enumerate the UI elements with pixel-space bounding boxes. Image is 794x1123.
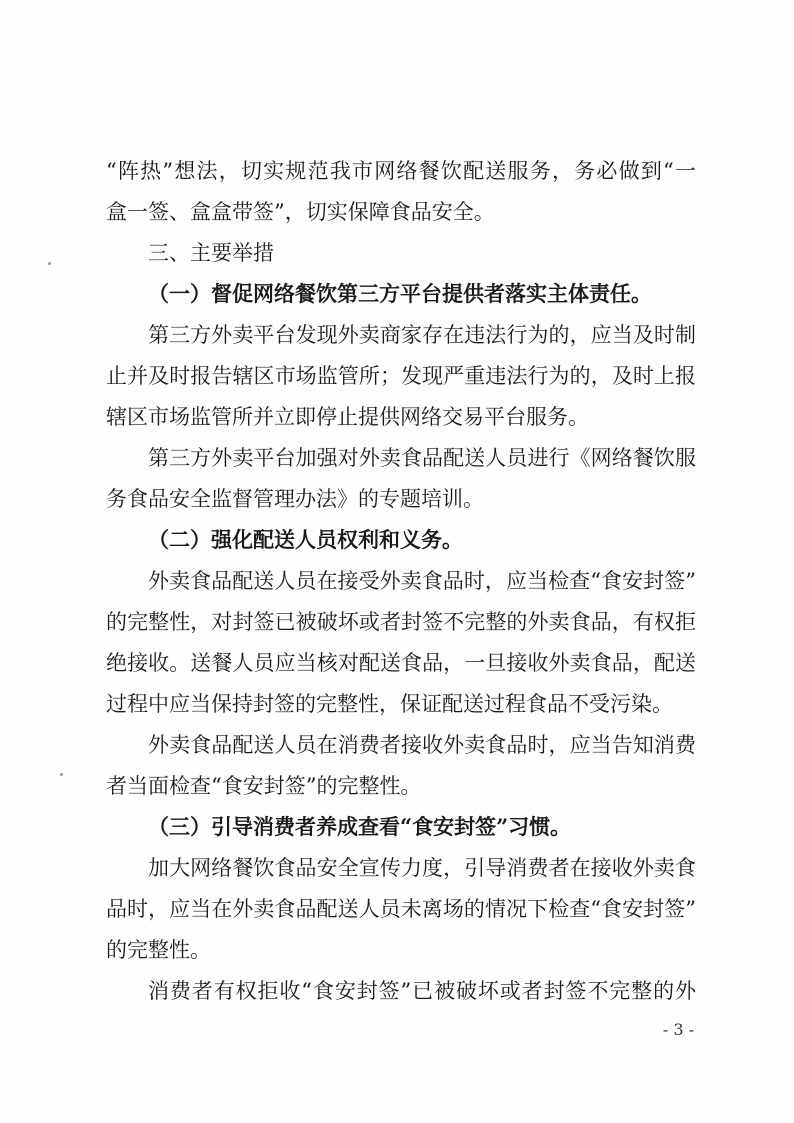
page-number: - 3 - <box>662 1020 694 1039</box>
paragraph-line: 止并及时报告辖区市场监管所；发现严重违法行为的，及时上报 <box>106 364 696 388</box>
subsection-heading: （二）强化配送人员权利和义务。 <box>148 527 463 552</box>
paragraph-line: 消费者有权拒收“食安封签”已被破坏或者封签不完整的外 <box>148 979 696 1003</box>
paragraph-line: 务食品安全监督管理办法》的专题培训。 <box>106 487 484 511</box>
paragraph-line: 外卖食品配送人员在接受外卖食品时，应当检查“食安封签” <box>148 569 696 593</box>
paragraph-line: 绝接收。送餐人员应当核对配送食品，一旦接收外卖食品，配送 <box>106 651 696 675</box>
paragraph-line: 过程中应当保持封签的完整性，保证配送过程食品不受污染。 <box>106 692 673 716</box>
paragraph-line: 第三方外卖平台发现外卖商家存在违法行为的，应当及时制 <box>148 323 696 347</box>
section-heading: 三、主要举措 <box>148 241 274 265</box>
subsection-heading: （三）引导消费者养成查看“食安封签”习惯。 <box>148 814 572 839</box>
paragraph-line: 盒一签、盒盒带签”，切实保障食品安全。 <box>106 200 495 224</box>
paragraph-line: 品时，应当在外卖食品配送人员未离场的情况下检查“食安封签” <box>106 897 696 921</box>
scan-speck <box>48 262 51 265</box>
paragraph-line: 辖区市场监管所并立即停止提供网络交易平台服务。 <box>106 405 589 429</box>
paragraph-line: “阵热”想法，切实规范我市网络餐饮配送服务，务必做到“一 <box>106 159 696 183</box>
subsection-heading: （一）督促网络餐饮第三方平台提供者落实主体责任。 <box>148 281 652 306</box>
paragraph-line: 者当面检查“食安封签”的完整性。 <box>106 774 422 798</box>
paragraph-line: 加大网络餐饮食品安全宣传力度，引导消费者在接收外卖食 <box>148 856 696 880</box>
paragraph-line: 的完整性。 <box>106 938 211 962</box>
scan-speck <box>60 773 63 776</box>
paragraph-line: 外卖食品配送人员在消费者接收外卖食品时，应当告知消费 <box>148 733 696 757</box>
document-body <box>106 156 696 1017</box>
paragraph-line: 的完整性，对封签已被破坏或者封签不完整的外卖食品，有权拒 <box>106 610 696 634</box>
paragraph-line: 第三方外卖平台加强对外卖食品配送人员进行《网络餐饮服 <box>148 446 696 470</box>
